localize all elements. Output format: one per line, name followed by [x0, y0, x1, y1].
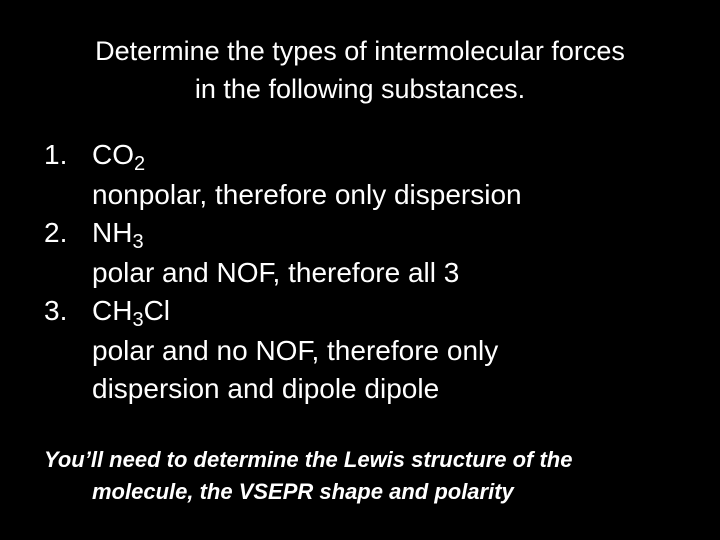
answer-line: dispersion and dipole dipole — [92, 373, 440, 404]
formula-subscript: 2 — [134, 153, 146, 175]
list-item — [44, 292, 694, 408]
formula-element: CO — [92, 139, 134, 170]
list-item-number: 2. — [44, 217, 68, 248]
answer-line: polar and no NOF, therefore only — [92, 335, 499, 366]
formula-element: NH — [92, 217, 133, 248]
formula-subscript: 3 — [132, 231, 144, 253]
list-item — [44, 136, 694, 214]
answer-text — [92, 254, 694, 292]
answer-text — [92, 176, 694, 214]
chemical-formula — [92, 136, 694, 174]
list-item — [44, 214, 694, 292]
answer-line: polar and NOF, therefore all 3 — [92, 257, 460, 288]
formula-element: Cl — [143, 295, 171, 326]
formula-subscript: 3 — [132, 309, 144, 331]
list-item-number: 3. — [44, 295, 68, 326]
slide-title-line-2: in the following substances. — [194, 74, 526, 104]
chemical-formula — [92, 292, 694, 330]
list-item-number: 1. — [44, 139, 68, 170]
footnote-line-2: molecule, the VSEPR shape and polarity — [92, 479, 514, 504]
answer-text — [92, 332, 694, 408]
footnote-line-1: You’ll need to determine the Lewis structure of the — [44, 447, 573, 472]
substance-list — [44, 136, 694, 408]
slide-title-line-1: Determine the types of intermolecular forces — [95, 36, 625, 66]
answer-line: nonpolar, therefore only dispersion — [92, 179, 522, 210]
slide-title — [20, 32, 700, 108]
chemical-formula — [92, 214, 694, 252]
formula-element: CH — [92, 295, 133, 326]
footnote — [44, 444, 694, 508]
